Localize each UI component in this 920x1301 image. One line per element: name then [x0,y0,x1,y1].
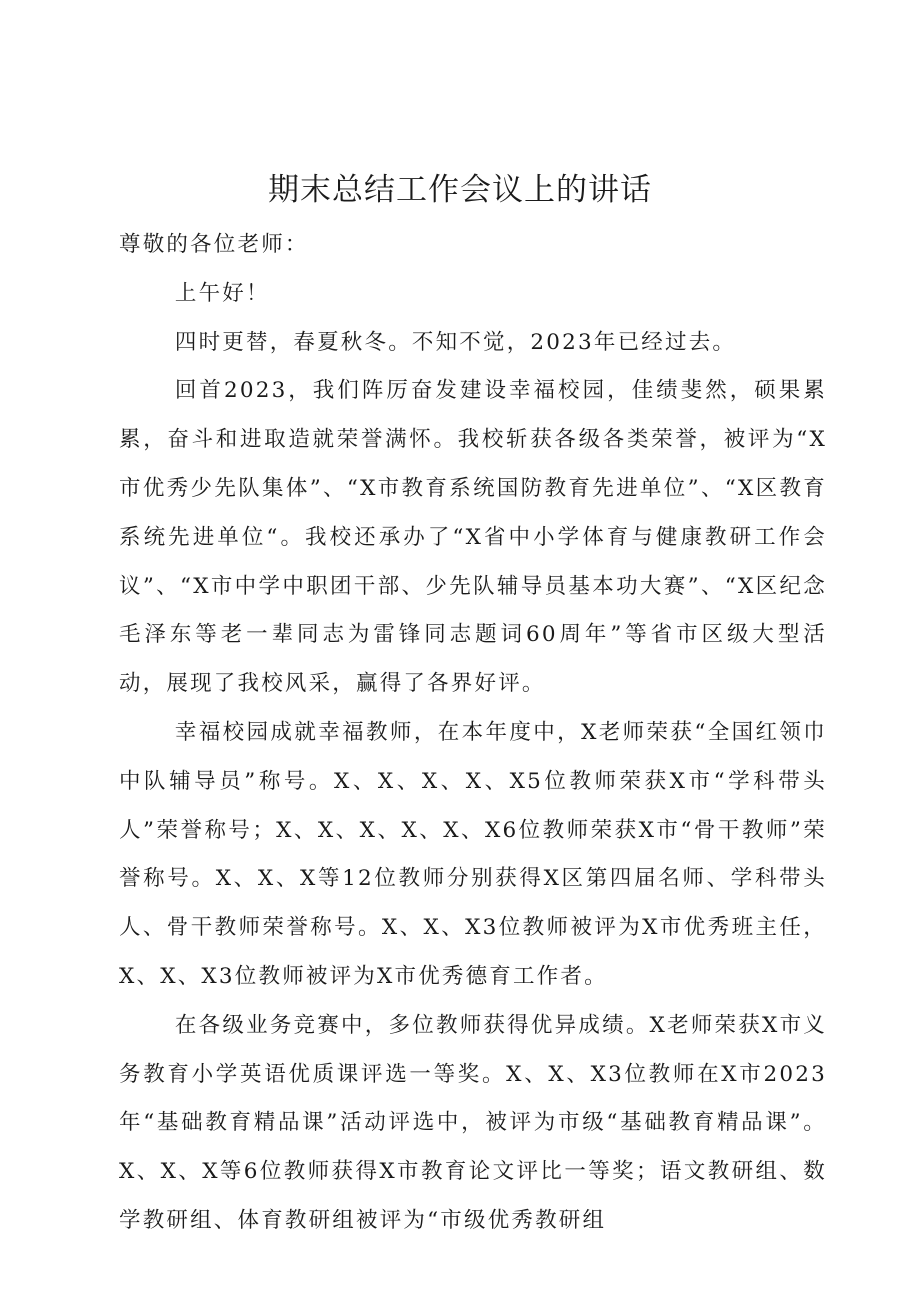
paragraph: 幸福校园成就幸福教师，在本年度中，X老师荣获“全国红领巾中队辅导员”称号。X、X、X、X、X5位教师荣获X市“学科带头人”荣誉称号；X、X、X、X、X、X6位教师荣获X市“骨干教师”荣誉称号。X、X、X等12位教师分别获得X区第四届名师、学科带头人、骨干教师荣誉称号。X、X、X3位教师被评为X市优秀班主任，X、X、X3位教师被评为X市优秀德育工作者。 [119,719,827,989]
paragraph: 四时更替，春夏秋冬。不知不觉，2023年已经过去。 [174,329,737,355]
greeting: 上午好！ [174,280,270,306]
page-title: 期末总结工作会议上的讲话 [268,172,652,208]
salutation: 尊敬的各位老师： [119,232,309,257]
document-body [119,221,827,1246]
paragraph: 在各级业务竞赛中，多位教师获得优异成绩。X老师荣获X市义务教育小学英语优质课评选一等奖。X、X、X3位教师在X市2023年“基础教育精品课”活动评选中，被评为市级“基础教育精品课”。X、X、X等6位教师获得X市教育论文评比一等奖；语文教研组、数学教研组、体育教研组被评为“市级优秀教研组 [119,1012,827,1233]
paragraph: 回首2023，我们阵厉奋发建设幸福校园，佳绩斐然，硕果累累，奋斗和进取造就荣誉满怀。我校斩获各级各类荣誉，被评为“X市优秀少先队集体”、“X市教育系统国防教育先进单位”、“X区教育系统先进单位“。我校还承办了“X省中小学体育与健康教研工作会议”、“X市中学中职团干部、少先队辅导员基本功大赛”、“X区纪念毛泽东等老一辈同志为雷锋同志题词60周年”等省市区级大型活动，展现了我校风采，赢得了各界好评。 [119,378,827,697]
